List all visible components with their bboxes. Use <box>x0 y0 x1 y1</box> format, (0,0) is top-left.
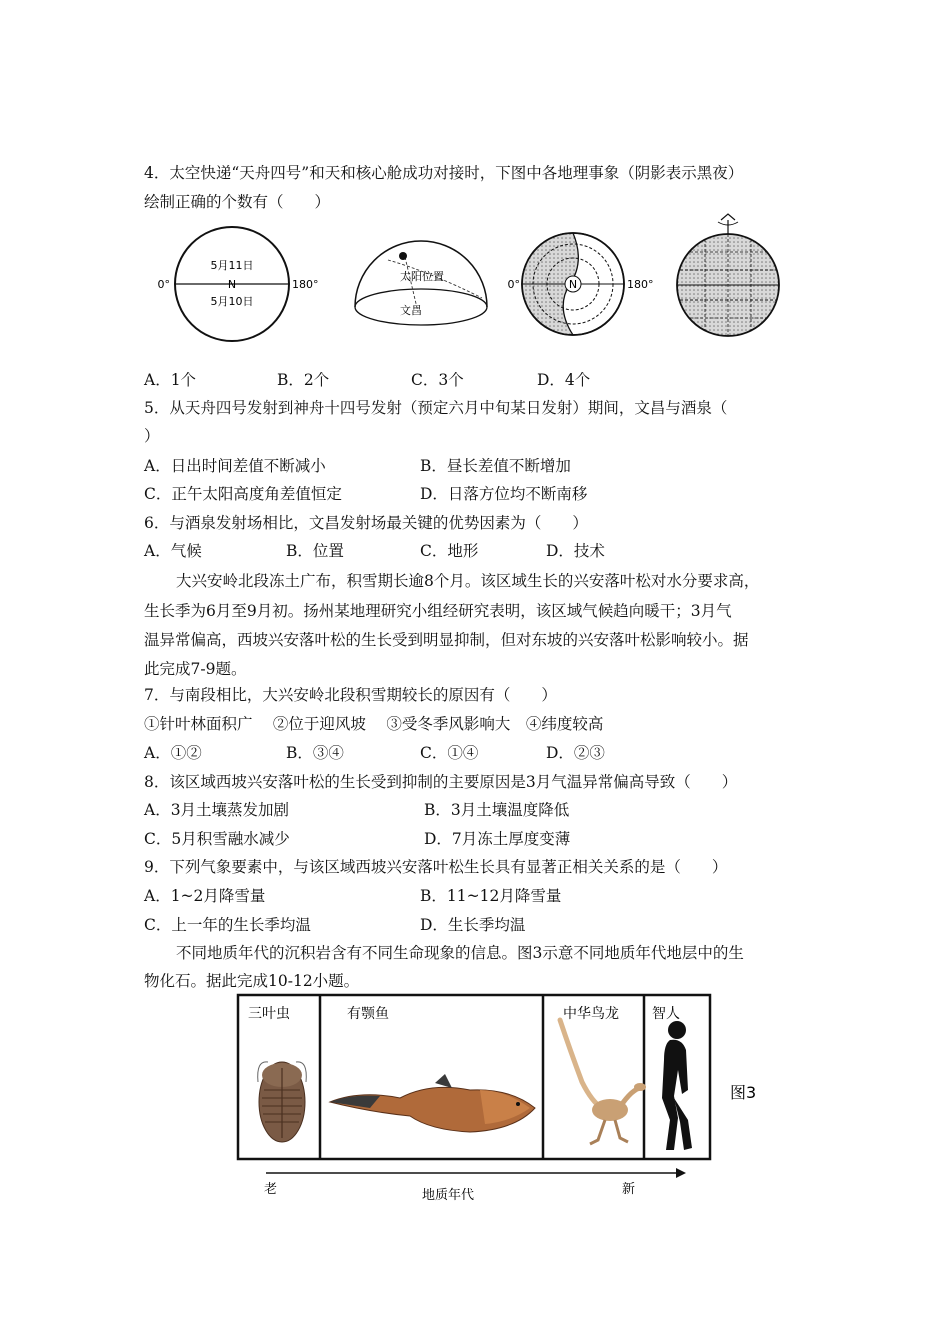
panel-label-sinosauropteryx: 中华鸟龙 <box>563 1006 619 1022</box>
q9-option-d: D．生长季均温 <box>420 916 526 934</box>
fig1-pole: N <box>227 278 237 291</box>
q5-option-d: D．日落方位均不断南移 <box>420 485 588 503</box>
passage2-line1: 不同地质年代的沉积岩含有不同生命现象的信息。图3示意不同地质年代地层中的生 <box>176 944 744 962</box>
q7-option-d: D．②③ <box>546 744 605 762</box>
q8-option-b: B．3月土壤温度降低 <box>424 801 570 819</box>
fig2-place-label: 文昌 <box>400 304 422 317</box>
q4-option-a: A．1个 <box>144 371 197 389</box>
passage2-line2: 物化石。据此完成10-12小题。 <box>144 972 360 990</box>
q4-option-d: D．4个 <box>537 371 591 389</box>
q9-option-a: A．1~2月降雪量 <box>144 887 266 905</box>
fig3-right-lon: 180° <box>627 278 654 291</box>
axis-new-label: 新 <box>622 1182 636 1197</box>
panel-label-trilobite: 三叶虫 <box>248 1006 290 1022</box>
q8-stem: 8．该区域西坡兴安落叶松的生长受到抑制的主要原因是3月气温异常偏高导致（ ） <box>144 773 738 791</box>
fig1-left-lon: 0° <box>157 278 170 291</box>
fig3-left-lon: 0° <box>507 278 520 291</box>
q4-stem-line2: 绘制正确的个数有（ ） <box>144 193 331 211</box>
q8-option-d: D．7月冻土厚度变薄 <box>424 830 571 848</box>
q6-option-d: D．技术 <box>546 542 605 560</box>
fig3-pole: N <box>568 278 578 291</box>
fig2-sun-label: 太阳位置 <box>400 270 444 283</box>
q9-option-c: C．上一年的生长季均温 <box>144 916 311 934</box>
q7-choices: ①针叶林面积广 ②位于迎风坡 ③受冬季风影响大 ④纬度较高 <box>144 715 604 733</box>
q5-stem-line1: 5．从天舟四号发射到神舟十四号发射（预定六月中旬某日发射）期间，文昌与酒泉（ <box>144 399 728 417</box>
q7-option-b: B．③④ <box>286 744 344 762</box>
fossil-timeline-figure <box>230 990 790 1210</box>
q6-option-a: A．气候 <box>144 542 202 560</box>
q4-fig4-globe <box>677 214 779 336</box>
passage1-line3: 温异常偏高，西坡兴安落叶松的生长受到明显抑制，但对东坡的兴安落叶松影响较小。据 <box>144 631 749 649</box>
panel-label-homo-sapiens: 智人 <box>652 1006 680 1022</box>
fig1-right-lon: 180° <box>292 278 319 291</box>
q4-figures <box>157 212 800 362</box>
passage1-line2: 生长季为6月至9月初。扬州某地理研究小组经研究表明，该区域气候趋向暖干；3月气 <box>144 602 732 620</box>
q5-stem-line2: ） <box>144 427 160 445</box>
q4-option-b: B．2个 <box>277 371 330 389</box>
q4-option-c: C．3个 <box>411 371 464 389</box>
q4-fig2-sun-dome <box>355 241 487 325</box>
q4-fig1-date-circle <box>158 227 319 341</box>
q4-fig3-polar-view <box>508 233 654 335</box>
figure-caption: 图3 <box>730 1083 757 1102</box>
q8-option-a: A．3月土壤蒸发加剧 <box>144 801 290 819</box>
q8-option-c: C．5月积雪融水减少 <box>144 830 290 848</box>
q7-option-a: A．①② <box>144 744 202 762</box>
passage1-line1: 大兴安岭北段冻土广布，积雪期长逾8个月。该区域生长的兴安落叶松对水分要求高， <box>176 572 760 590</box>
q7-stem: 7．与南段相比，大兴安岭北段积雪期较长的原因有（ ） <box>144 686 557 704</box>
q7-option-c: C．①④ <box>420 744 479 762</box>
passage1-line4: 此完成7-9题。 <box>144 660 247 678</box>
q5-option-b: B．昼长差值不断增加 <box>420 457 571 475</box>
fig1-top-date: 5月11日 <box>210 259 254 272</box>
q6-stem: 6．与酒泉发射场相比，文昌发射场最关键的优势因素为（ ） <box>144 514 588 532</box>
axis-title: 地质年代 <box>422 1188 475 1203</box>
q9-stem: 9．下列气象要素中，与该区域西坡兴安落叶松生长具有显著正相关关系的是（ ） <box>144 858 728 876</box>
axis-old-label: 老 <box>264 1182 278 1197</box>
q6-option-c: C．地形 <box>420 542 479 560</box>
q9-option-b: B．11~12月降雪量 <box>420 887 562 905</box>
panel-label-jawed-fish: 有颚鱼 <box>347 1006 389 1022</box>
q5-option-c: C．正午太阳高度角差值恒定 <box>144 485 342 503</box>
q6-option-b: B．位置 <box>286 542 344 560</box>
trilobite-image <box>258 1062 307 1142</box>
q4-stem-line1: 4．太空快递“天舟四号”和天和核心舱成功对接时，下图中各地理事象（阴影表示黑夜） <box>144 164 744 182</box>
q5-option-a: A．日出时间差值不断减小 <box>144 457 326 475</box>
fig1-bottom-date: 5月10日 <box>210 295 254 308</box>
